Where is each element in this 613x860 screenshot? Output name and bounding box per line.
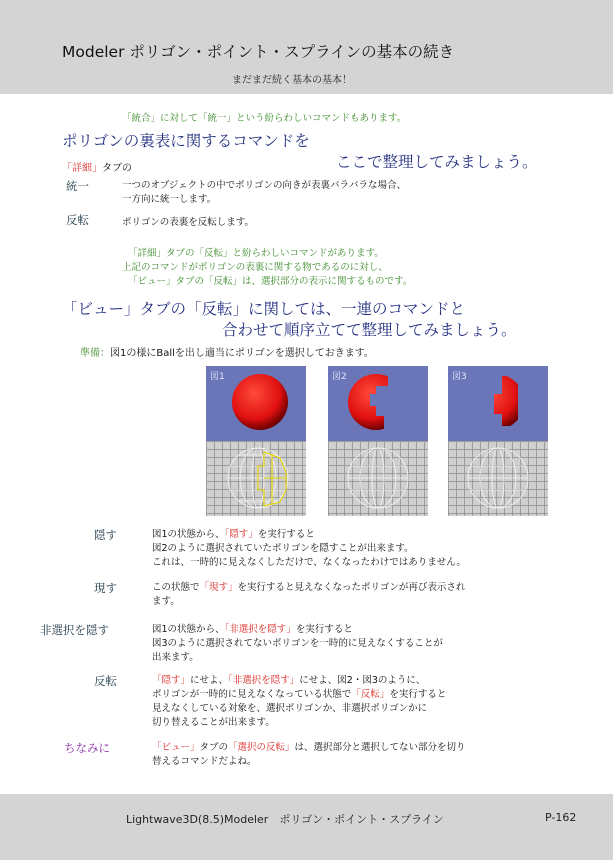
entry-line — [152, 688, 446, 702]
command-name: 「選択の反転」 — [228, 742, 295, 753]
text-segment: この状態で — [152, 582, 200, 593]
command-name: 「反転」 — [351, 689, 390, 700]
prep-label: 準備： — [80, 348, 110, 359]
command-name: 「隠す」 — [152, 675, 191, 686]
tab-label-detail: 「詳細」 — [62, 163, 102, 174]
text-segment: 切り替えることが出来ます。 — [152, 717, 275, 728]
text-segment: タブの — [199, 742, 229, 753]
text-segment: 図2のように選択されていたポリゴンを隠すことが出来ます。 — [152, 543, 414, 554]
command-name: 「隠す」 — [224, 529, 258, 540]
entry-term-hide-unselected: 非選択を隠す — [40, 623, 109, 637]
text-segment: 図1の状態から、 — [152, 529, 225, 540]
entry-line — [152, 595, 465, 609]
entry-line — [152, 528, 466, 542]
desc-unify-2: 一方向に統一します。 — [122, 194, 217, 205]
text-segment: 図3のように選択されてないポリゴンを一時的に見えなくすることが — [152, 638, 443, 649]
prep-line — [80, 344, 374, 359]
entry-desc-hide — [152, 528, 466, 570]
section-heading-2a: 「ビュー」タブの「反転」に関しては、一連のコマンドと — [62, 300, 466, 318]
term-unify: 統一 — [66, 179, 89, 193]
note2-line2: 上記のコマンドがポリゴンの表裏に関する物であるのに対し、 — [122, 262, 388, 273]
desc-flip: ポリゴンの表裏を反転します。 — [122, 217, 255, 228]
entry-desc-unhide — [152, 581, 465, 609]
figure-2 — [328, 366, 428, 516]
entry-term-invert: 反転 — [94, 674, 117, 688]
entry-term-hide: 隠す — [94, 528, 117, 542]
text-segment: 出来ます。 — [152, 652, 199, 663]
entry-line — [152, 716, 446, 730]
page-footer — [0, 794, 613, 860]
text-segment: を実行すると — [389, 689, 447, 700]
entry-line — [152, 674, 446, 688]
text-segment: これは、一時的に見えなくしただけで、なくなったわけではありません。 — [152, 557, 466, 568]
ball-wireframe — [348, 448, 408, 508]
text-segment: を実行すると見えなくなったポリゴンが再び表示され — [237, 582, 466, 593]
ball-hidden-selection — [348, 374, 404, 430]
ball-wireframe — [468, 448, 528, 508]
text-segment: を実行すると — [257, 529, 315, 540]
page-title: Modeler ポリゴン・ポイント・スプラインの基本の続き — [62, 43, 455, 61]
figure-3 — [448, 366, 548, 516]
section-heading-1a: ポリゴンの裏表に関するコマンドを — [62, 132, 310, 150]
page-number: P-162 — [545, 811, 577, 824]
tab-suffix: タブの — [102, 163, 132, 174]
text-segment: 見えなくしている対象を、選択ポリゴンか、非選択ポリゴンかに — [152, 703, 428, 714]
entry-line — [152, 542, 466, 556]
entry-line — [152, 702, 446, 716]
entry-line — [152, 651, 443, 665]
section-heading-2b: 合わせて順序立てて整理してみましょう。 — [222, 321, 517, 339]
command-name: 「ビュー」 — [152, 742, 200, 753]
text-segment: を実行すると — [295, 624, 353, 635]
ball-shaded — [232, 374, 288, 430]
entry-line — [152, 637, 443, 651]
tab-reference — [62, 159, 132, 174]
entry-desc-invert — [152, 674, 446, 730]
section-heading-1b: ここで整理してみましょう。 — [336, 153, 538, 171]
figure-1-label: 図1 — [210, 372, 225, 382]
entry-term-unhide: 現す — [94, 581, 117, 595]
figure-1 — [206, 366, 306, 516]
text-segment: にせよ、 — [190, 675, 229, 686]
entry-desc-aside — [152, 741, 466, 769]
entry-line — [152, 741, 466, 755]
entry-term-aside: ちなみに — [64, 741, 110, 755]
note2-line1: 「詳細」タブの「反転」と紛らわしいコマンドがあります。 — [128, 248, 384, 259]
entry-line — [152, 623, 443, 637]
figure-2-label: 図2 — [332, 372, 347, 382]
note2-line3: 「ビュー」タブの「反転」は、選択部分の表示に関するものです。 — [128, 276, 413, 287]
text-segment: 替えるコマンドだよね。 — [152, 756, 257, 767]
command-name: 「非選択を隠す」 — [228, 675, 300, 686]
desc-unify-1: 一つのオブジェクトの中でポリゴンの向きが表裏バラバラな場合、 — [122, 180, 406, 191]
footer-text: Lightwave3D(8.5)Modeler ポリゴン・ポイント・スプライン — [126, 813, 444, 826]
prep-text: 図1の様にBallを出し適当にポリゴンを選択しておきます。 — [110, 348, 374, 359]
text-segment: ます。 — [152, 596, 180, 607]
text-segment: は、選択部分と選択してない部分を切り — [294, 742, 466, 753]
page-subtitle: まだまだ続く基本の基本！ — [232, 75, 352, 86]
figure-3-label: 図3 — [452, 372, 467, 382]
entry-line — [152, 755, 466, 769]
command-name: 「非選択を隠す」 — [224, 624, 296, 635]
entry-line — [152, 556, 466, 570]
text-segment: ポリゴンが一時的に見えなくなっている状態で — [152, 689, 352, 700]
text-segment: 図1の状態から、 — [152, 624, 225, 635]
text-segment: にせよ、図2・図3のように、 — [299, 675, 426, 686]
entry-line — [152, 581, 465, 595]
command-name: 「現す」 — [199, 582, 238, 593]
term-flip: 反転 — [66, 213, 89, 227]
intro-note: 「統合」に対して「統一」という紛らわしいコマンドもあります。 — [122, 113, 407, 124]
ball-selected-only — [468, 374, 524, 430]
entry-desc-hide-unselected — [152, 623, 443, 665]
